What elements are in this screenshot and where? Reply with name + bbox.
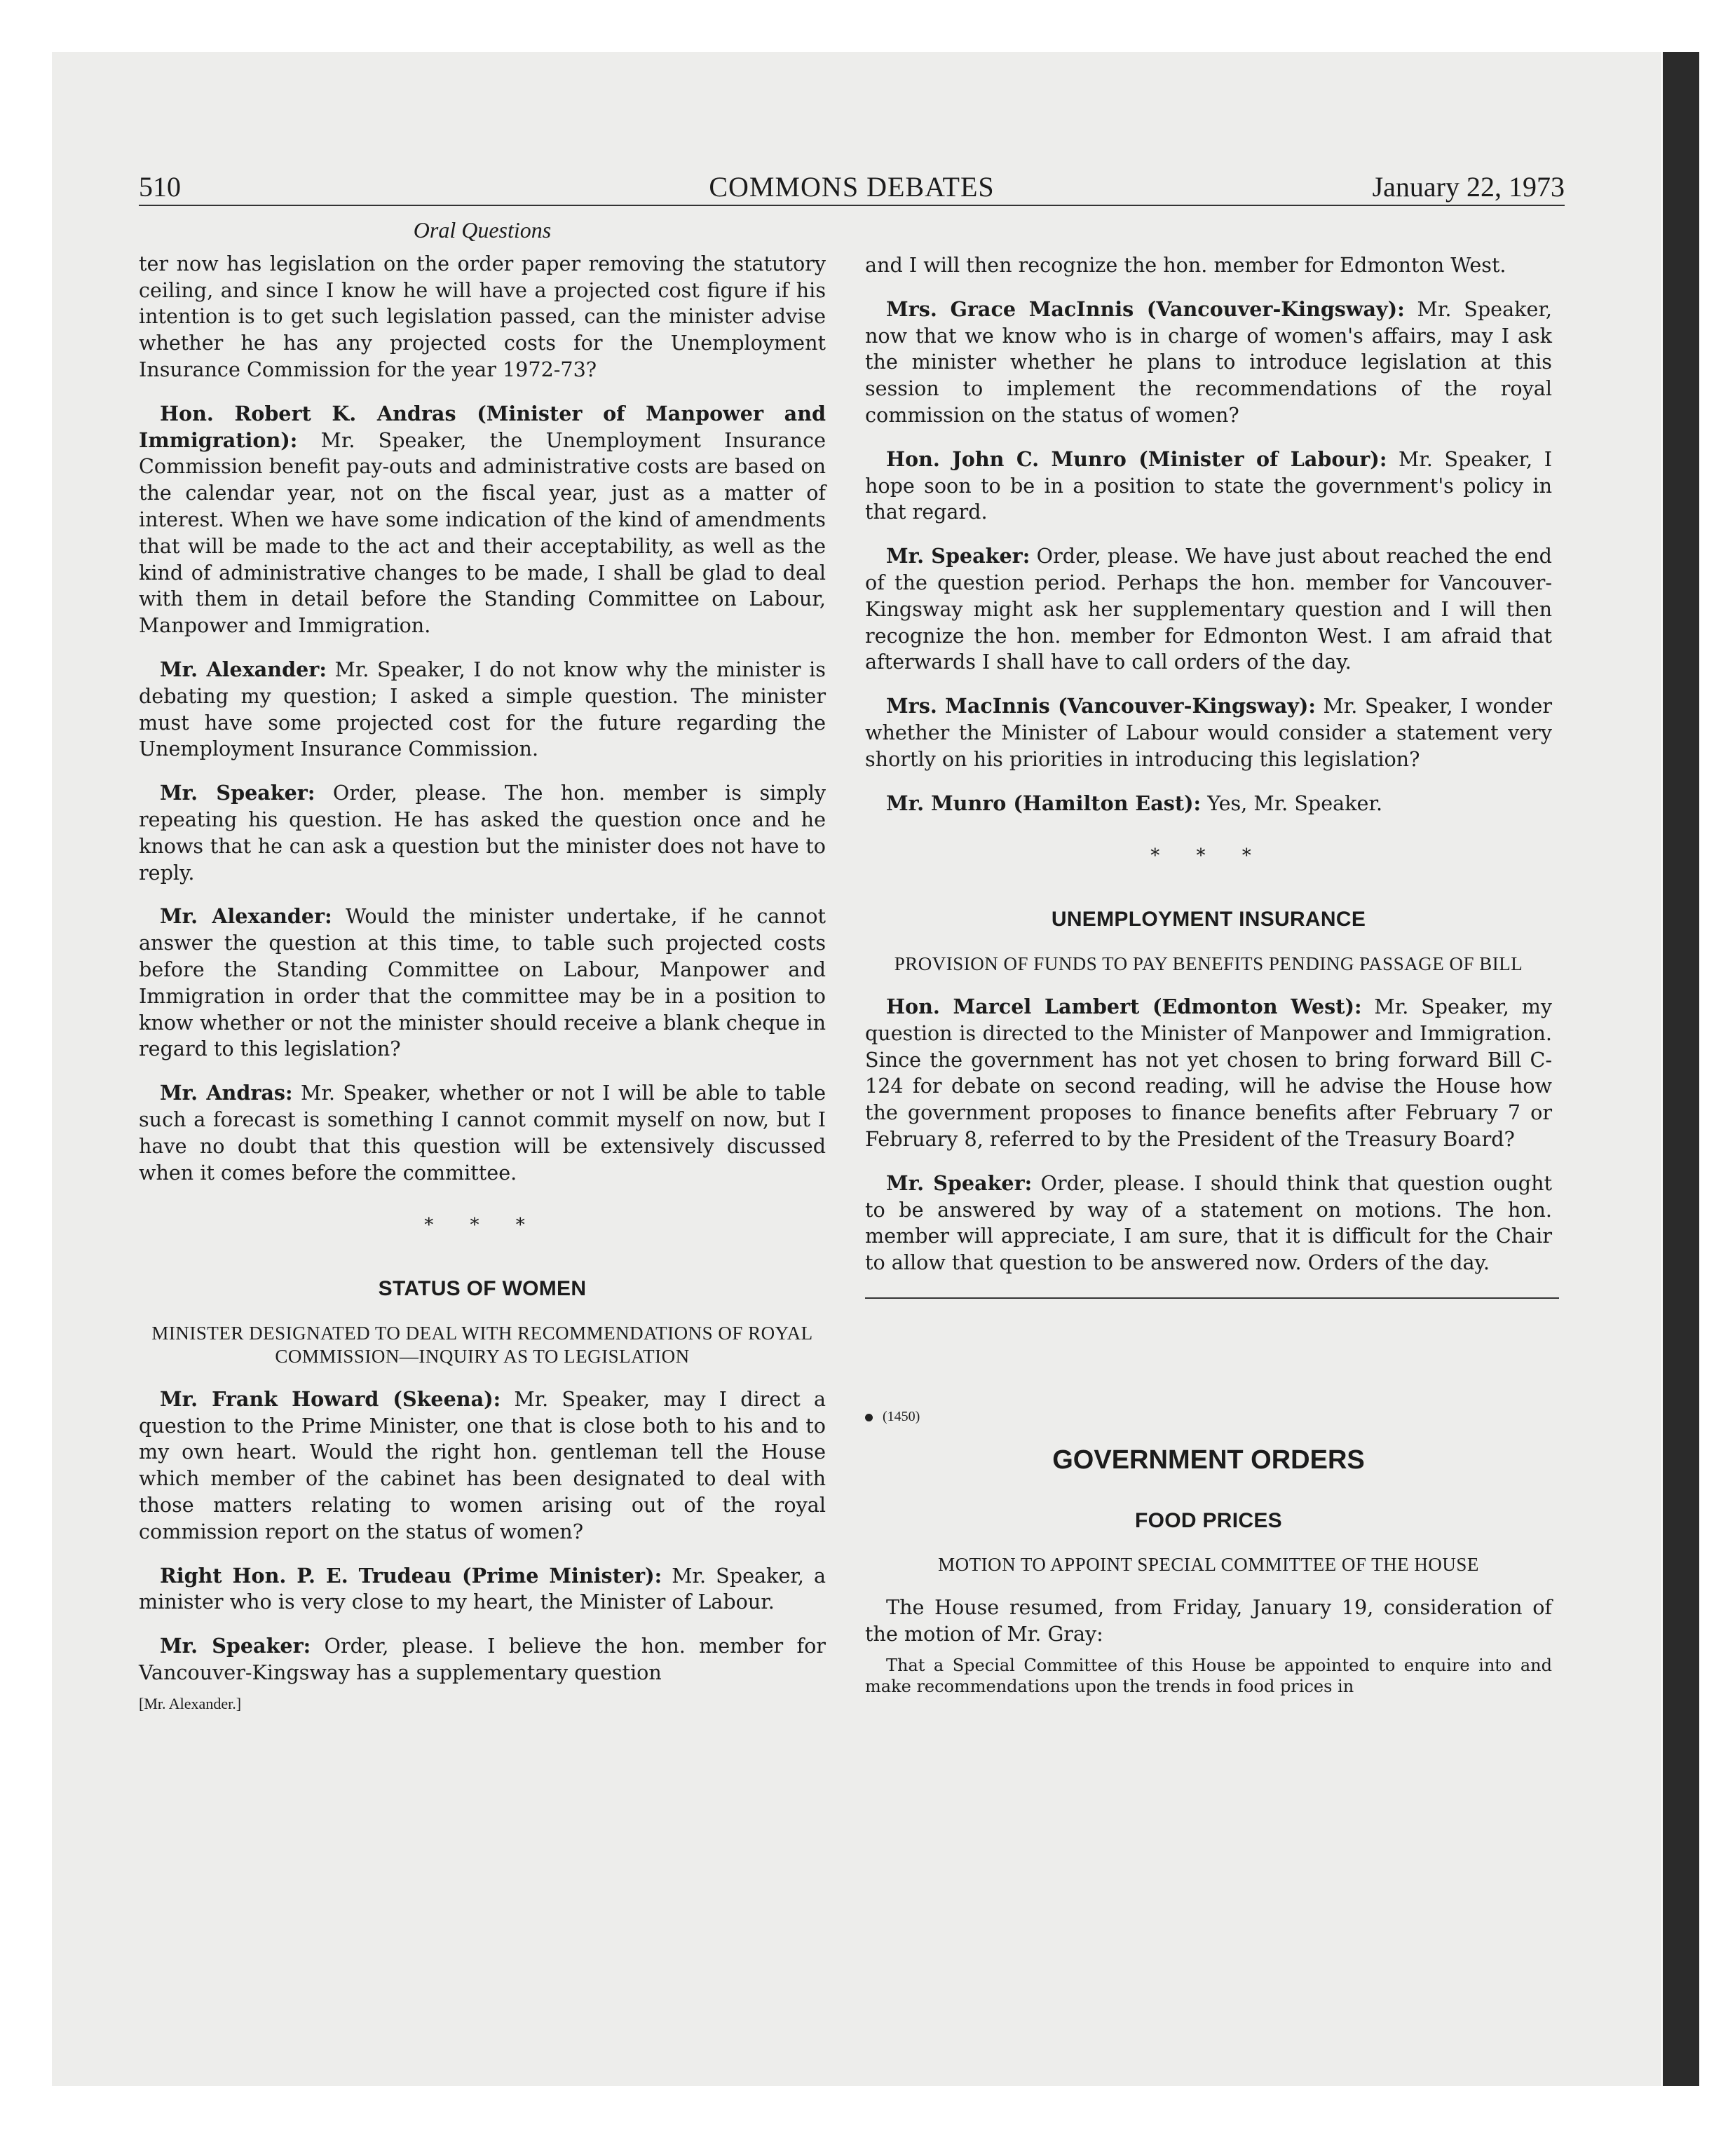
section-title: FOOD PRICES [1135, 1508, 1282, 1532]
speaker-name: Right Hon. P. E. Trudeau (Prime Minister): [160, 1563, 662, 1588]
page-number: 510 [139, 171, 181, 203]
section-divider [865, 1297, 1559, 1299]
paragraph [139, 657, 826, 763]
section-title: STATUS OF WOMEN [378, 1277, 587, 1301]
speaker-name: Mrs. Grace MacInnis (Vancouver-Kingsway): [886, 296, 1405, 321]
time-marker [865, 1404, 1552, 1431]
speaker-name: Mr. Speaker: [160, 1634, 311, 1658]
paragraph [865, 994, 1552, 1153]
paragraph [865, 693, 1552, 772]
paragraph [865, 446, 1552, 526]
paragraph [865, 791, 1552, 817]
speaker-name: Mr. Munro (Hamilton East): [886, 791, 1202, 815]
speaker-name: Hon. Robert K. Andras (Minister of Manpower and Immigration): [139, 401, 826, 452]
paragraph [865, 1171, 1552, 1276]
paragraph: and I will then recognize the hon. member for Edmonton West. [865, 253, 1506, 277]
speech-text: Mr. Speaker, the Unemployment Insurance Commission benefit pay-outs and administrative costs are based on the calendar year, not on the fiscal year, just as a matter of interest. When we have some indication of the kind of amendments that will be made to the act and their acceptability, as well as the kind of administrative changes to be made, I shall be glad to deal with them in detail before the Standing Committee on Labour, Manpower and Immigration. [139, 428, 826, 638]
speech-text: Order, please. We have just about reached the end of the question period. Perhaps the hon. member for Vancouver-Kingsway might ask her supplementary question and I will then recognize the hon. member for Edmonton West. I am afraid that afterwards I shall have to call orders of the day. [865, 544, 1552, 674]
speaker-name: Hon. Marcel Lambert (Edmonton West): [886, 994, 1362, 1018]
speaker-name: Mr. Speaker: [886, 1171, 1033, 1195]
speaker-name: Hon. John C. Munro (Minister of Labour): [886, 446, 1387, 471]
major-heading: GOVERNMENT ORDERS [1052, 1445, 1365, 1475]
speech-text: Mr. Speaker, I do not know why the minister is debating my question; I asked a simple question. The minister must have some projected cost for the future regarding the Unemployment Insurance Commission. [139, 657, 826, 761]
speaker-name: Mr. Alexander: [160, 657, 327, 681]
speech-text: Order, please. I believe the hon. member for Vancouver-Kingsway has a supplementary question [139, 1634, 826, 1685]
speech-text: Order, please. I should think that question ought to be answered by way of a statement on motions. The hon. member will appreciate, I am sure, that it is difficult for the Chair to allow that question to be answered now. Orders of the day. [865, 1171, 1552, 1275]
section-subtitle: MOTION TO APPOINT SPECIAL COMMITTEE OF THE HOUSE [938, 1554, 1479, 1576]
paragraph [139, 903, 826, 1063]
time-marker-text: (1450) [883, 1408, 920, 1424]
section-subtitle: PROVISION OF FUNDS TO PAY BENEFITS PENDING PASSAGE OF BILL [894, 953, 1523, 974]
speech-text: Mr. Speaker, now that we know who is in charge of women's affairs, may I ask the minister whether he plans to introduce legislation at this session to implement the recommendations of the royal commission on the status of women? [865, 296, 1552, 427]
speech-text: Mr. Speaker, I hope soon to be in a position to state the government's policy in that regard. [865, 446, 1552, 524]
paragraph [139, 1386, 826, 1546]
footnote: [Mr. Alexander.] [139, 1694, 242, 1712]
motion-quote: That a Special Committee of this House be appointed to enquire into and make recommendations upon the trends in food prices in [865, 1655, 1552, 1696]
section-break: * * * [1150, 845, 1267, 867]
right-column [865, 252, 1552, 1714]
section-subtitle: MINISTER DESIGNATED TO DEAL WITH RECOMMENDATIONS OF ROYAL COMMISSION—INQUIRY AS TO LEGISLATION [151, 1322, 813, 1367]
paragraph [865, 296, 1552, 429]
paragraph [139, 401, 826, 639]
speaker-name: Mr. Alexander: [160, 904, 332, 929]
speaker-name: Mrs. MacInnis (Vancouver-Kingsway): [886, 694, 1316, 718]
bullet-icon [865, 1414, 873, 1421]
page-header [139, 165, 1565, 206]
paragraph [139, 1563, 826, 1616]
speaker-name: Mr. Speaker: [160, 781, 315, 805]
speech-text: Order, please. The hon. member is simply repeating his question. He has asked the question once and he knows that he can ask a question but the minister does not have to reply. [139, 781, 826, 885]
speech-text: Mr. Speaker, may I direct a question to the Prime Minister, one that is close both to his and to my own heart. Would the right hon. gentleman tell the House which member of the cabinet has been designated to deal with those matters relating to women arising out of the royal commission report on the status of women? [139, 1386, 826, 1543]
paragraph [139, 1633, 826, 1686]
paragraph [139, 780, 826, 886]
paragraph: ter now has legislation on the order paper removing the statutory ceiling, and since I know he will have a projected cost figure if his intention is to get such legislation passed, can the minister advise whether he has any projected costs for the Unemployment Insurance Commission for the year 1972-73? [139, 251, 826, 381]
speech-text: Would the minister undertake, if he cannot answer the question at this time, to table such projected costs before the Standing Committee on Labour, Manpower and Immigration in order that the committee may be in a position to know whether or not the minister should receive a blank cheque in regard to this legislation? [139, 904, 826, 1061]
running-head: Oral Questions [413, 217, 552, 243]
paragraph: The House resumed, from Friday, January 19, consideration of the motion of Mr. Gray: [865, 1595, 1552, 1646]
speech-text: Mr. Speaker, a minister who is very close to my heart, the Minister of Labour. [139, 1563, 826, 1614]
left-column [139, 217, 826, 1717]
section-break: * * * [424, 1215, 540, 1236]
publication-title: COMMONS DEBATES [709, 171, 995, 203]
speech-text: Yes, Mr. Speaker. [1201, 791, 1383, 815]
paragraph [865, 543, 1552, 676]
speaker-name: Mr. Frank Howard (Skeena): [160, 1386, 501, 1411]
speaker-name: Mr. Andras: [160, 1081, 293, 1105]
publication-date: January 22, 1973 [1372, 171, 1565, 203]
speaker-name: Mr. Speaker: [886, 544, 1030, 568]
paragraph [139, 1080, 826, 1186]
section-title: UNEMPLOYMENT INSURANCE [1051, 908, 1366, 932]
speech-text: Mr. Speaker, whether or not I will be able to table such a forecast is something I cannot commit myself on now, but I have no doubt that this question will be extensively discussed when it comes before the committee. [139, 1081, 826, 1185]
speech-text: Mr. Speaker, I wonder whether the Minister of Labour would consider a statement very shortly on his priorities in introducing this legislation? [865, 694, 1552, 771]
speech-text: Mr. Speaker, my question is directed to the Minister of Manpower and Immigration. Since the government has not yet chosen to bring forward Bill C-124 for debate on second reading, will he advise the House how the government proposes to finance benefits after February 7 or February 8, referred to by the President of the Treasury Board? [865, 994, 1552, 1151]
